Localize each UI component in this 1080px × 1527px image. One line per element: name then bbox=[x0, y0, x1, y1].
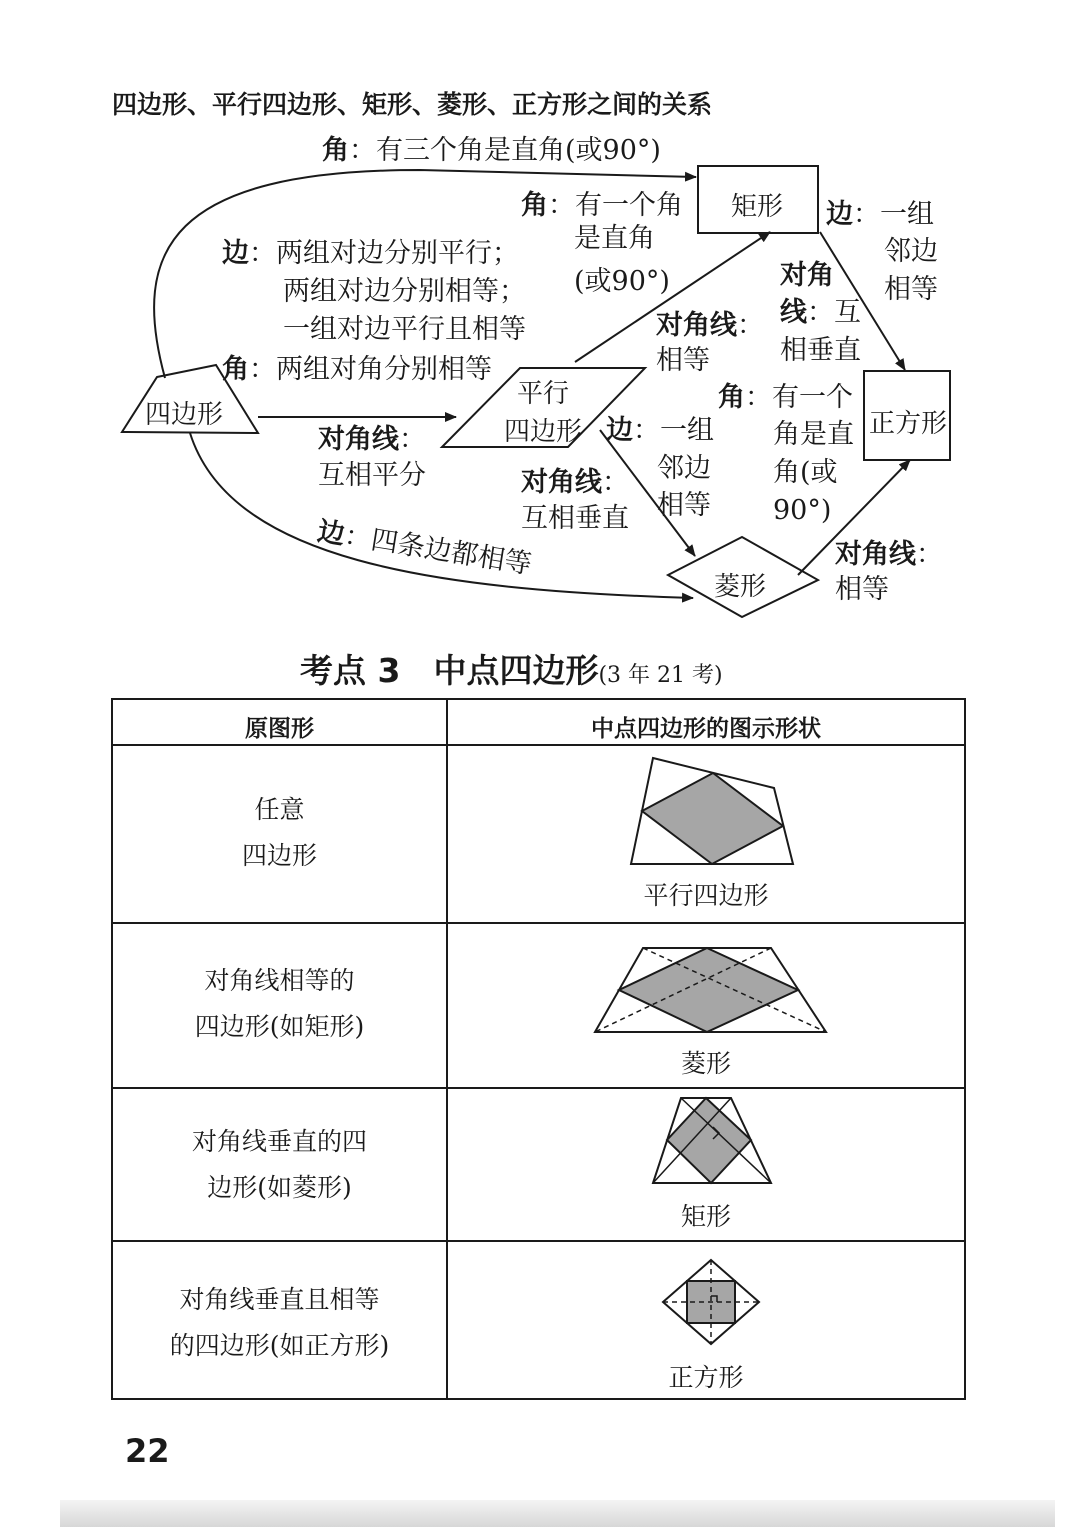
label-rhombus-to-square-angle-2: 角是直 bbox=[773, 419, 854, 450]
row4-shape-caption: 正方形 bbox=[668, 1363, 744, 1392]
label-quad-to-para-diag-2: 互相平分 bbox=[318, 460, 426, 491]
label-rect-to-square-diag-3: 相垂直 bbox=[780, 335, 861, 366]
table-row bbox=[113, 922, 964, 1087]
row2-figure bbox=[591, 940, 831, 1038]
table-header-row bbox=[113, 700, 964, 744]
table-row bbox=[113, 1240, 964, 1402]
table-row bbox=[113, 744, 964, 922]
node-quadrilateral: 四边形 bbox=[145, 400, 224, 430]
row2-original-line2: 四边形(如矩形) bbox=[194, 1012, 365, 1041]
row3-original-line2: 边形(如菱形) bbox=[207, 1173, 352, 1202]
label-para-to-rhombus-side: 边：一组 bbox=[606, 415, 714, 446]
label-rhombus-to-square-angle-3: 角(或 bbox=[773, 457, 838, 488]
section-subtitle: (3 年 21 考) bbox=[598, 663, 723, 688]
label-quad-to-para-side-2: 两组对边分别相等； bbox=[283, 276, 526, 307]
label-rect-to-square-side-2: 邻边 bbox=[884, 236, 938, 267]
row2-shape-caption: 菱形 bbox=[680, 1049, 731, 1078]
label-rect-to-square-side-3: 相等 bbox=[884, 274, 938, 305]
page-number: 22 bbox=[125, 1432, 170, 1470]
label-para-to-rect-angle-2: 是直角 bbox=[574, 223, 655, 254]
label-para-to-rect-diag: 对角线： bbox=[656, 310, 764, 341]
scan-edge bbox=[60, 1500, 1055, 1527]
midpoint-quadrilateral-table bbox=[111, 698, 966, 1400]
header-original-shape: 原图形 bbox=[245, 716, 314, 742]
label-quad-to-para-angle: 角：两组对角分别相等 bbox=[222, 354, 492, 385]
row3-shape-caption: 矩形 bbox=[680, 1202, 731, 1231]
node-rhombus: 菱形 bbox=[714, 572, 767, 602]
node-parallelogram-line2: 四边形 bbox=[504, 417, 583, 447]
row2-original-line1: 对角线相等的 bbox=[204, 966, 355, 995]
label-rect-to-square-side: 边：一组 bbox=[826, 199, 934, 230]
label-rect-to-square-diag-2: 线：互 bbox=[780, 297, 861, 328]
node-rectangle: 矩形 bbox=[731, 192, 784, 222]
row4-original-line1: 对角线垂直且相等 bbox=[179, 1285, 380, 1314]
section-title-text: 考点 3 中点四边形 bbox=[300, 651, 599, 690]
table-row bbox=[113, 1087, 964, 1240]
node-parallelogram-line1: 平行 bbox=[517, 379, 570, 409]
label-quad-to-para-side: 边：两组对边分别平行； bbox=[222, 238, 519, 269]
section-title bbox=[300, 645, 723, 692]
row1-figure bbox=[613, 752, 813, 870]
row1-shape-caption: 平行四边形 bbox=[643, 881, 769, 910]
label-quad-to-para-diag: 对角线： bbox=[318, 424, 426, 455]
label-para-to-rhombus-side-2: 邻边 bbox=[657, 453, 711, 484]
row4-original-line2: 的四边形(如正方形) bbox=[169, 1331, 390, 1360]
label-para-to-rect-angle: 角：有一个角 bbox=[521, 190, 683, 221]
label-para-to-rhombus-diag-2: 互相垂直 bbox=[521, 503, 629, 534]
label-quad-to-rhombus: 边：四条边都相等 bbox=[315, 516, 534, 581]
node-square: 正方形 bbox=[869, 409, 948, 439]
label-para-to-rect-angle-3: (或90°) bbox=[574, 266, 670, 297]
label-para-to-rhombus-diag: 对角线： bbox=[521, 467, 629, 498]
row3-figure bbox=[651, 1095, 773, 1187]
label-quad-to-rect: 角：有三个角是直角(或90°) bbox=[322, 135, 661, 166]
row4-figure bbox=[659, 1258, 763, 1348]
header-midpoint-shape: 中点四边形的图示形状 bbox=[591, 716, 821, 742]
label-para-to-rhombus-side-3: 相等 bbox=[657, 490, 711, 521]
section-heading: 四边形、平行四边形、矩形、菱形、正方形之间的关系 bbox=[112, 90, 713, 119]
label-rhombus-to-square-angle: 角：有一个 bbox=[718, 382, 853, 413]
row1-original-line1: 任意 bbox=[254, 795, 305, 824]
label-rect-to-square-diag-1: 对角 bbox=[780, 260, 834, 291]
label-rhombus-to-square-diag-2: 相等 bbox=[835, 574, 889, 605]
row1-original-line2: 四边形 bbox=[241, 841, 317, 870]
label-quad-to-para-side-3: 一组对边平行且相等 bbox=[283, 314, 526, 345]
label-para-to-rect-diag-2: 相等 bbox=[656, 345, 710, 376]
label-rhombus-to-square-angle-4: 90°) bbox=[773, 495, 832, 526]
row3-original-line1: 对角线垂直的四 bbox=[191, 1127, 367, 1156]
label-rhombus-to-square-diag: 对角线： bbox=[835, 539, 943, 570]
